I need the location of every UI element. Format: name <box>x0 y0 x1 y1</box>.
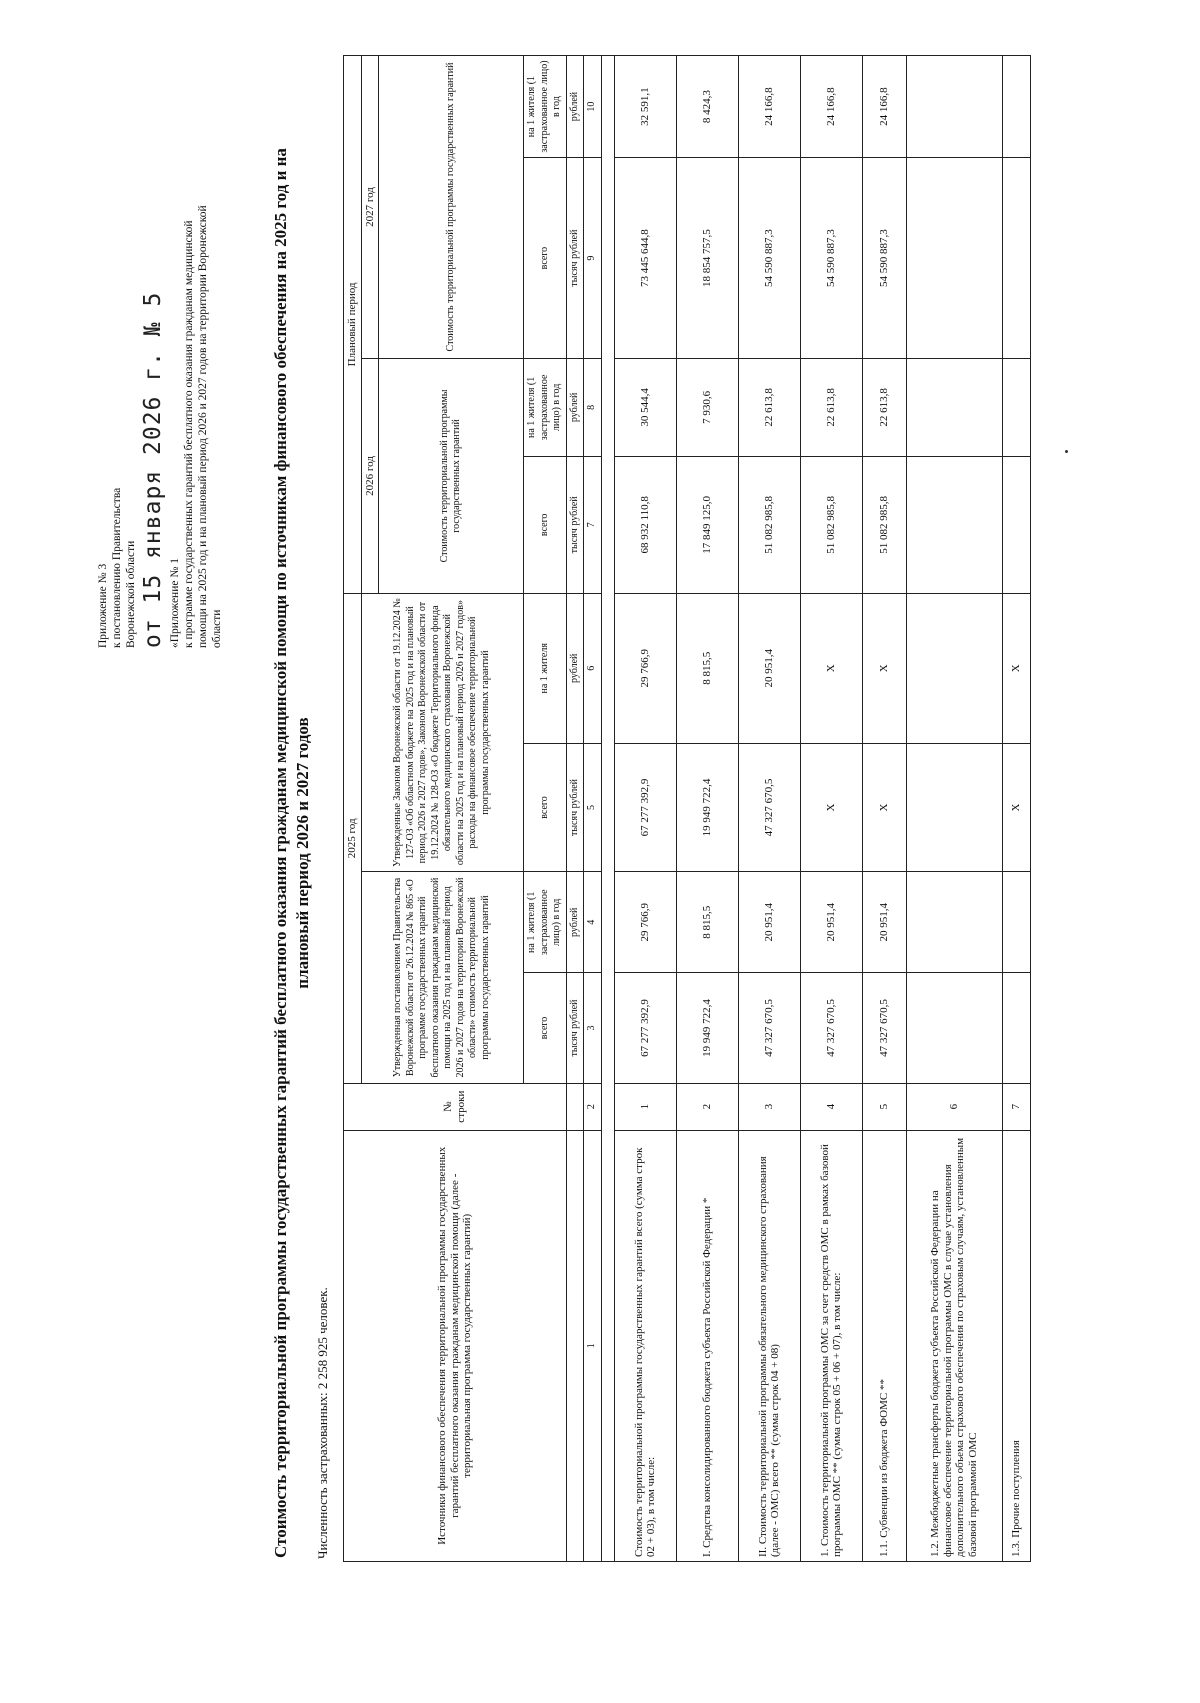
cell: 8 815,5 <box>676 593 738 743</box>
row-no: 3 <box>738 1083 800 1130</box>
appendix-line: помощи на 2025 год и на плановый период 2026 и 2027 годов на территории Воронежской <box>197 205 209 648</box>
cell <box>1002 158 1030 359</box>
row-name: II. Стоимость территориальной программы обязательного медицинского страхования (далее - ОМС) всего ** (сумма строк 04 + 08) <box>738 1130 800 1561</box>
cell: X <box>800 593 862 743</box>
row-name: 1.1. Субвенции из бюджета ФОМС ** <box>862 1130 906 1561</box>
cell <box>906 973 1002 1084</box>
cell <box>1002 359 1030 457</box>
cell <box>1002 56 1030 158</box>
appendix-line: области <box>211 609 223 648</box>
cell: 8 424,3 <box>676 56 738 158</box>
cell: 24 166,8 <box>800 56 862 158</box>
col-number: 1 <box>584 1130 602 1561</box>
cell: 24 166,8 <box>738 56 800 158</box>
cell <box>1002 872 1030 973</box>
cell: X <box>1002 593 1030 743</box>
header-approved-law: Утвержденные Законом Воронежской области от 19.12.2024 № 127-ОЗ «Об областном бюджете на 2025 год и на плановый период 2026 и 2027 годов», Законом Воронежской области от 19.12.2024 № 128-ОЗ «О бюджете Территориального фонда обязательного медицинского страхования Воронежской области на 2025 год и на плановый период 2026 и 2027 годов» расходы на финансовое обеспечение территориальной программы государственных гарантий <box>361 593 524 871</box>
cell: X <box>862 593 906 743</box>
cell: 19 949 722,4 <box>676 743 738 872</box>
gap-cell <box>601 56 614 1562</box>
header-source: Источники финансового обеспечения территориальной программы государственных гарантий бесплатного оказания гражданам медицинской помощи (далее - территориальная программа государственных гарантий) <box>344 1130 567 1561</box>
col-number: 6 <box>584 593 602 743</box>
cell: 7 930,6 <box>676 359 738 457</box>
header-total: всего <box>524 973 567 1084</box>
cell: X <box>1002 743 1030 872</box>
cell <box>906 743 1002 872</box>
appendix-line: Приложение № 3 <box>97 563 109 648</box>
cell: X <box>800 743 862 872</box>
unit-thousand: тысяч рублей <box>566 743 584 872</box>
cell: 54 590 887,3 <box>800 158 862 359</box>
header-approved-gov: Утвержденная постановлением Правительства Воронежской области от 26.12.2024 № 865 «О программе государственных гарантий бесплатного оказания гражданам медицинской помощи на 2025 год и на плановый период 2026 и 2027 годов на территории Воронежской области» стоимость территориальной программы государственных гарантий <box>361 872 524 1083</box>
cell <box>906 872 1002 973</box>
header-total: всего <box>524 158 567 359</box>
cell: 47 327 670,5 <box>738 973 800 1084</box>
cell: 32 591,1 <box>614 56 676 158</box>
cell <box>1002 456 1030 593</box>
unit-cell <box>566 1130 584 1561</box>
row-no: 2 <box>676 1083 738 1130</box>
page-title: Стоимость территориальной программы государственных гарантий бесплатного оказания гражданам медицинской помощи по источникам финансового обеспечения на 2025 год и на плановый период 2026 и 2027 годов <box>271 148 312 1558</box>
row-no: 1 <box>614 1083 676 1130</box>
col-number: 2 <box>584 1083 602 1130</box>
table-row <box>614 56 676 1562</box>
header-per-insured: на 1 жителя (1 застрахованное лицо) в год <box>524 56 567 158</box>
header-year-2027: 2027 год <box>361 56 379 359</box>
cell: 18 854 757,5 <box>676 158 738 359</box>
col-number: 4 <box>584 872 602 973</box>
cell: 29 766,9 <box>614 872 676 973</box>
table-row <box>862 56 906 1562</box>
table-gap <box>601 56 614 1562</box>
unit-rub: рублей <box>566 359 584 457</box>
header-per-insured: на 1 жителя (1 застрахованное лицо) в год <box>524 359 567 457</box>
unit-thousand: тысяч рублей <box>566 973 584 1084</box>
row-name: 1. Стоимость территориальной программы ОМС за счет средств ОМС в рамках базовой программы ОМС ** (сумма строк 05 + 06 + 07), в том числе: <box>800 1130 862 1561</box>
unit-thousand: тысяч рублей <box>566 158 584 359</box>
cell: 20 951,4 <box>862 872 906 973</box>
row-name: Стоимость территориальной программы государственных гарантий всего (сумма строк 02 + 03), в том числе: <box>614 1130 676 1561</box>
header-per-insured: на 1 жителя (1 застрахованное лицо) в год <box>524 872 567 973</box>
col-number: 9 <box>584 158 602 359</box>
row-no: 5 <box>862 1083 906 1130</box>
cell: 20 951,4 <box>800 872 862 973</box>
cell <box>906 456 1002 593</box>
cell: 20 951,4 <box>738 593 800 743</box>
unit-rub: рублей <box>566 872 584 973</box>
header-per-resident: на 1 жителя <box>524 593 567 743</box>
table-row <box>1002 56 1030 1562</box>
cell: 51 082 985,8 <box>800 456 862 593</box>
header-year-2025: 2025 год <box>344 593 362 1083</box>
cell: 51 082 985,8 <box>862 456 906 593</box>
row-name: 1.3. Прочие поступления <box>1002 1130 1030 1561</box>
unit-rub: рублей <box>566 56 584 158</box>
cell: 17 849 125,0 <box>676 456 738 593</box>
table-row <box>738 56 800 1562</box>
cell <box>906 56 1002 158</box>
row-no: 4 <box>800 1083 862 1130</box>
table-row <box>676 56 738 1562</box>
unit-rub: рублей <box>566 593 584 743</box>
cell: 8 815,5 <box>676 872 738 973</box>
cell: 24 166,8 <box>862 56 906 158</box>
cell: 30 544,4 <box>614 359 676 457</box>
cell: 22 613,8 <box>738 359 800 457</box>
cell: 47 327 670,5 <box>738 743 800 872</box>
appendix-line: к программе государственных гарантий бесплатного оказания гражданам медицинской <box>183 220 195 648</box>
cell <box>906 593 1002 743</box>
cell: 20 951,4 <box>738 872 800 973</box>
unit-thousand: тысяч рублей <box>566 456 584 593</box>
cell <box>906 359 1002 457</box>
row-no: 6 <box>906 1083 1002 1130</box>
cell: 67 277 392,9 <box>614 973 676 1084</box>
header-cost-2026: Стоимость территориальной программы государственных гарантий <box>379 359 524 594</box>
cell: 67 277 392,9 <box>614 743 676 872</box>
header-planned-period: Плановый период <box>344 56 362 594</box>
header-total: всего <box>524 456 567 593</box>
row-name: I. Средства консолидированного бюджета субъекта Российской Федерации * <box>676 1130 738 1561</box>
cell: 54 590 887,3 <box>862 158 906 359</box>
cell <box>1002 973 1030 1084</box>
cell: 22 613,8 <box>800 359 862 457</box>
cell: 54 590 887,3 <box>738 158 800 359</box>
cell: 19 949 722,4 <box>676 973 738 1084</box>
cell: 22 613,8 <box>862 359 906 457</box>
cell: 29 766,9 <box>614 593 676 743</box>
cell: 47 327 670,5 <box>800 973 862 1084</box>
col-number: 5 <box>584 743 602 872</box>
appendix-line: к постановлению Правительства <box>111 487 123 648</box>
cell: 51 082 985,8 <box>738 456 800 593</box>
header-total: всего <box>524 743 567 872</box>
cell: 47 327 670,5 <box>862 973 906 1084</box>
appendix-line: Воронежской области <box>125 540 137 648</box>
cell: 68 932 110,8 <box>614 456 676 593</box>
header-year-2026: 2026 год <box>361 359 379 594</box>
header-row-no: № строки <box>344 1083 567 1130</box>
table-row <box>800 56 862 1562</box>
insured-count: Численность застрахованных: 2 258 925 человек. <box>315 1287 330 1559</box>
col-number: 7 <box>584 456 602 593</box>
row-name: 1.2. Межбюджетные трансферты бюджета субъекта Российской Федерации на финансовое обеспечение территориальной программы ОМС в случае установления дополнительного объема страхового обеспечения по страховым случаям, установленным базовой программой ОМС <box>906 1130 1002 1561</box>
table-row <box>906 56 1002 1562</box>
scan-speck <box>1065 450 1068 453</box>
appendix-header <box>96 8 224 648</box>
cost-table <box>343 55 1031 1562</box>
col-number: 8 <box>584 359 602 457</box>
col-number: 10 <box>584 56 602 158</box>
row-no: 7 <box>1002 1083 1030 1130</box>
col-number: 3 <box>584 973 602 1084</box>
header-cost-2027: Стоимость территориальной программы государственных гарантий <box>379 56 524 359</box>
cell: 73 445 644,8 <box>614 158 676 359</box>
date-number-stamp: от 15 января 2026 г. № 5 <box>140 291 166 648</box>
appendix-line: «Приложение № 1 <box>169 558 181 648</box>
cell: X <box>862 743 906 872</box>
cell <box>906 158 1002 359</box>
unit-cell <box>566 1083 584 1130</box>
